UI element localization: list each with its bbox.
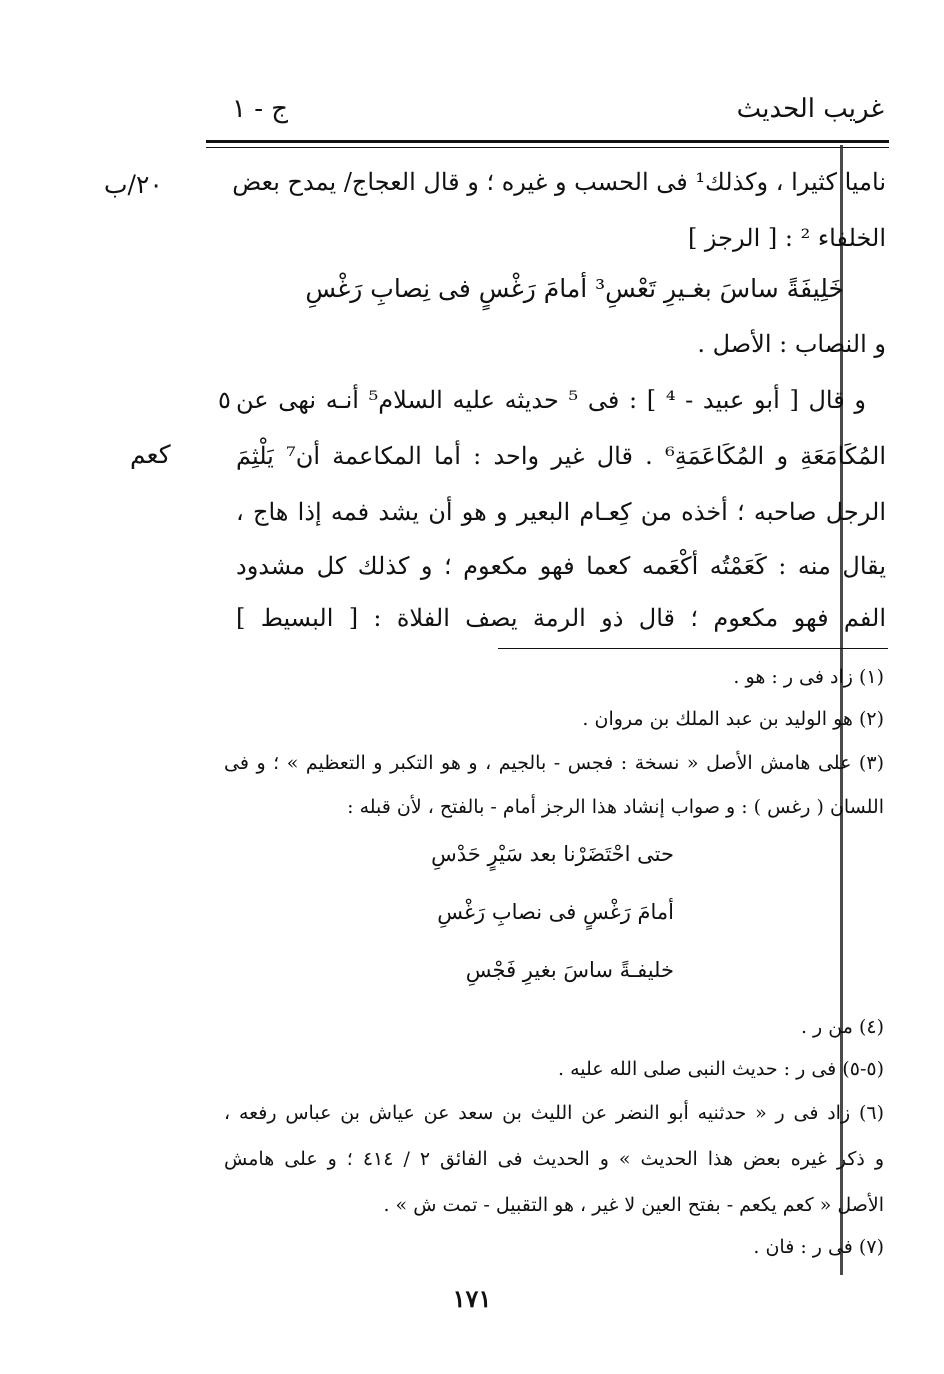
footnote-verse-2: أمامَ رَغْسٍ فى نصابِ رَغْسِ <box>437 900 674 924</box>
footnote-2: (٢) هو الوليد بن عبد الملك بن مروان . <box>582 708 884 730</box>
margin-folio-mark: ٢٠/ب <box>104 170 163 199</box>
text-line-6: المُكَامَعَةِ و المُكَاعَمَةِ⁶ . قال غير واحد : أما المكاعمة أن⁷ يَلْثِمَ <box>236 442 887 470</box>
margin-note-word: كعم <box>130 440 171 469</box>
header-rule-thin <box>206 147 889 148</box>
header-rule <box>206 140 889 143</box>
text-line-1: ناميا كثيرا ، وكذلك¹ فى الحسب و غيره ؛ و قال العجاج/ يمدح بعض <box>232 168 886 196</box>
text-line-2: الخلفاء ² : [ الرجز ] <box>687 224 886 252</box>
text-line-5: و قال [ أبو عبيد - ⁴ ] : فى ⁵ حديثه عليه السلام⁵ أنـه نهى عن <box>236 386 866 414</box>
footnote-6-line-1: (٦) زاد فى ر « حدثنيه أبو النضر عن الليث بن سعد عن عياش بن عباس رفعه ، <box>224 1102 884 1124</box>
footnote-6-line-2: و ذكر غيره بعض هذا الحديث » و الحديث فى الفائق ٢ / ٤١٤ ؛ و على هامش <box>224 1148 884 1170</box>
footnote-3-line-1: (٣) على هامش الأصل « نسخة : فجس - بالجيم ، و هو التكبر و التعظيم » ؛ و فى <box>224 752 884 774</box>
running-header-title: غريب الحديث <box>736 94 884 124</box>
footnote-verse-1: حتى احْتَضَرْنا بعد سَيْرٍ حَدْسِ <box>431 842 674 866</box>
page-number: ١٧١ <box>452 1284 492 1313</box>
text-line-4: و النصاب : الأصل . <box>697 330 886 358</box>
footnote-7: (٧) فى ر : فان . <box>753 1236 884 1258</box>
footnote-4: (٤) من ر . <box>800 1016 884 1038</box>
text-line-9: الفم فهو مكعوم ؛ قال ذو الرمة يصف الفلاة : [ البسيط ] <box>236 604 886 632</box>
footnote-5: (٥-٥) فى ر : حديث النبى صلى الله عليه . <box>558 1058 884 1080</box>
text-line-7: الرجل صاحبه ؛ أخذه من كِعـام البعير و هو أن يشد فمه إذا هاج ، <box>236 498 886 526</box>
footnote-3-line-2: اللسان ( رغس ) : و صواب إنشاد هذا الرجز أمام - بالفتح ، لأن قبله : <box>347 796 884 818</box>
running-header-volume: ج - ١ <box>232 94 289 124</box>
text-line-8: يقال منه : كَعَمْتُه أكْعَمه كعما فهو مكعوم ؛ و كذلك كل مشدود <box>236 552 886 580</box>
footnote-verse-3: خليفـةً ساسَ بغيرِ فَجْسِ <box>465 958 674 982</box>
line-number-5: ٥ <box>218 386 231 414</box>
footnote-1: (١) زاد فى ر : هو . <box>733 666 884 688</box>
verse-line: خَلِيفَةً ساسَ بغـيرِ تَعْسِ³ أمامَ رَغْسٍ فى نِصابِ رَغْسِ <box>305 274 844 303</box>
footnote-rule <box>498 648 888 649</box>
footnote-6-line-3: الأصل « كعم يكعم - بفتح العين لا غير ، هو التقبيل - تمت ش » . <box>383 1194 884 1216</box>
